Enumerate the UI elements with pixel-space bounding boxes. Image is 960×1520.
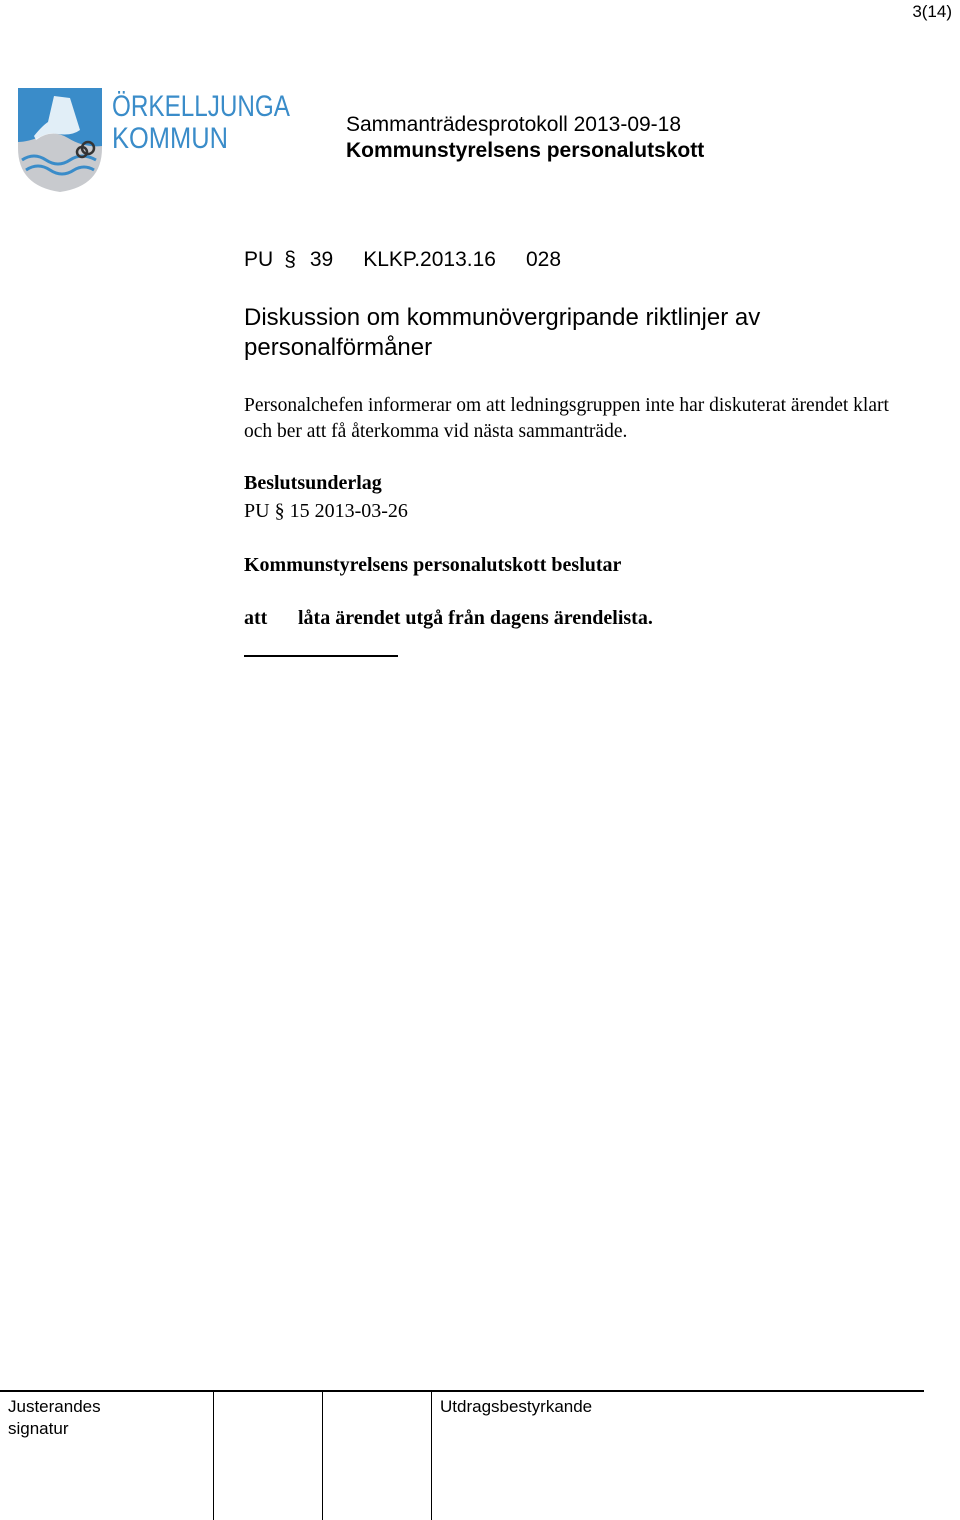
end-of-item-rule bbox=[244, 655, 398, 657]
decision-text: låta ärendet utgå från dagens ärendelista. bbox=[298, 607, 653, 629]
file-code: 028 bbox=[525, 248, 562, 271]
logo-text-line1: ÖRKELLJUNGA bbox=[112, 90, 290, 123]
signature-label bbox=[8, 1396, 101, 1440]
decision-prefix: att bbox=[244, 607, 268, 629]
case-reference bbox=[244, 248, 561, 272]
footer-divider bbox=[0, 1390, 924, 1392]
signature-footer bbox=[0, 1390, 960, 1520]
coat-of-arms-icon bbox=[14, 86, 304, 196]
diary-number: KLKP.2013.16 bbox=[363, 248, 496, 271]
page-number: 3(14) bbox=[912, 2, 952, 21]
protocol-title: Sammanträdesprotokoll 2013-09-18 bbox=[346, 113, 682, 136]
committee-code: PU bbox=[244, 248, 274, 271]
decision-basis-reference: PU § 15 2013-03-26 bbox=[244, 500, 408, 522]
signature-box-divider bbox=[431, 1390, 432, 1520]
signature-box-divider bbox=[213, 1390, 214, 1520]
decision-basis-label: Beslutsunderlag bbox=[244, 472, 382, 494]
certificate-label: Utdragsbestyrkande bbox=[440, 1397, 593, 1416]
section-number: 39 bbox=[309, 248, 334, 271]
section-sign: § bbox=[284, 248, 296, 271]
signature-label-line2: signatur bbox=[8, 1419, 69, 1438]
decision-statement bbox=[244, 607, 653, 630]
committee-name: Kommunstyrelsens personalutskott bbox=[346, 139, 705, 162]
signature-label-line1: Justerandes bbox=[8, 1397, 101, 1416]
signature-box-divider bbox=[322, 1390, 323, 1520]
item-description: Personalchefen informerar om att ledningsgruppen inte har diskuterat ärendet klart och ber att få återkomma vid nästa sammanträde. bbox=[244, 395, 889, 442]
document-header bbox=[346, 112, 704, 164]
item-title: Diskussion om kommunövergripande riktlinjer av personalförmåner bbox=[244, 304, 761, 361]
decision-label: Kommunstyrelsens personalutskott beslutar bbox=[244, 554, 622, 576]
logo-text-line2: KOMMUN bbox=[112, 122, 228, 155]
municipality-logo bbox=[14, 86, 304, 196]
